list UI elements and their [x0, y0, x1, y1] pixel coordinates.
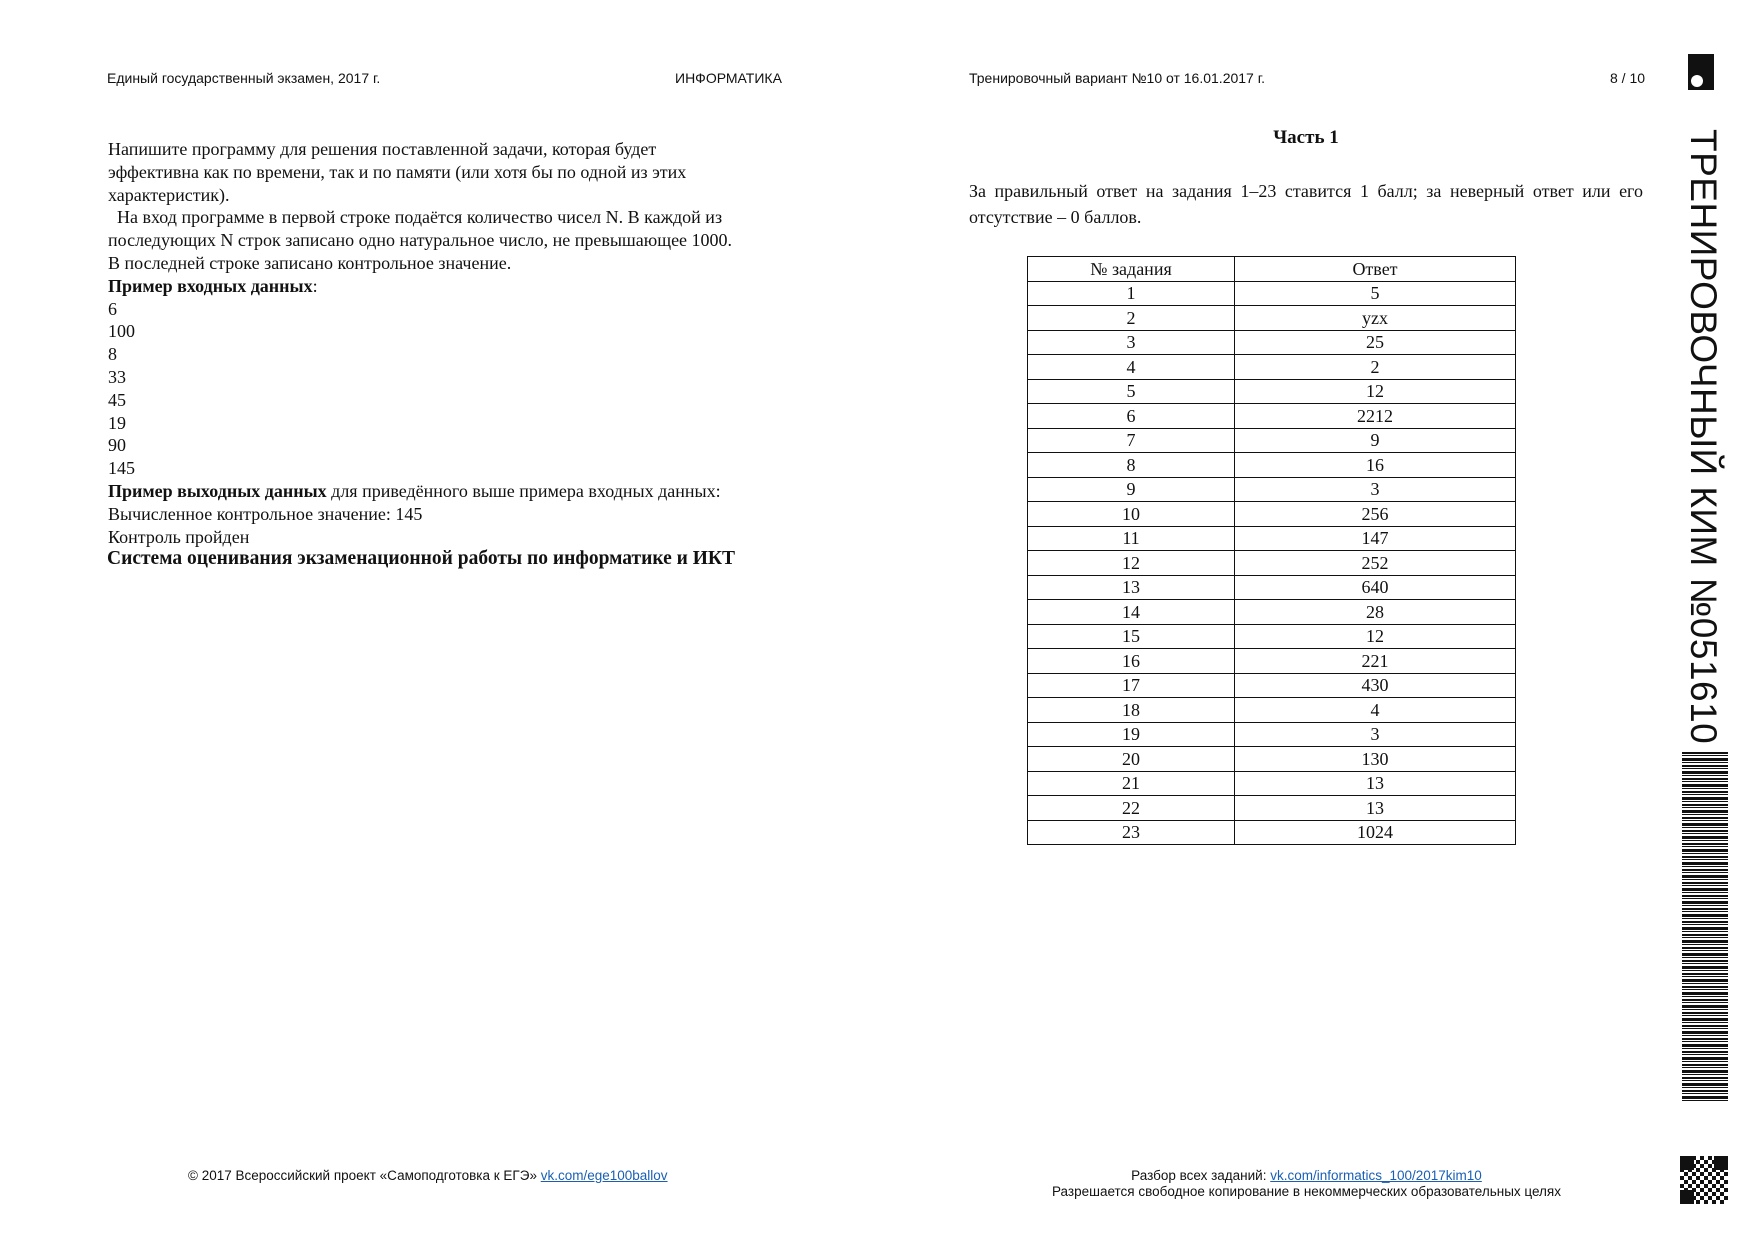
task-number-cell: 20	[1028, 747, 1235, 772]
answer-cell: 12	[1235, 379, 1516, 404]
output-example-heading	[108, 480, 735, 503]
table-row	[1028, 796, 1516, 821]
answer-cell: 3	[1235, 477, 1516, 502]
table-row	[1028, 600, 1516, 625]
input-value: 145	[108, 458, 135, 479]
task-number-cell: 22	[1028, 796, 1235, 821]
task-line: эффективна как по времени, так и по памяти (или хотя бы по одной из этих	[108, 161, 687, 182]
task-number-cell: 3	[1028, 330, 1235, 355]
input-value: 45	[108, 389, 126, 410]
table-row	[1028, 698, 1516, 723]
table-row	[1028, 649, 1516, 674]
answer-cell: 13	[1235, 796, 1516, 821]
task-line: На вход программе в первой строке подаётся количество чисел N. В каждой из	[108, 207, 723, 228]
task-line: последующих N строк записано одно натуральное число, не превышающее 1000.	[108, 230, 733, 251]
task-number-cell: 9	[1028, 477, 1235, 502]
footer-copyright	[188, 1168, 668, 1183]
task-number-cell: 17	[1028, 673, 1235, 698]
answer-cell: 252	[1235, 551, 1516, 576]
task-number-cell: 8	[1028, 453, 1235, 478]
input-value: 6	[108, 298, 117, 319]
table-row	[1028, 747, 1516, 772]
task-number-cell: 7	[1028, 428, 1235, 453]
table-row	[1028, 330, 1516, 355]
table-row	[1028, 722, 1516, 747]
answer-cell: 256	[1235, 502, 1516, 527]
answer-cell: 3	[1235, 722, 1516, 747]
answer-cell: 640	[1235, 575, 1516, 600]
input-value: 19	[108, 412, 126, 433]
column-header-task: № задания	[1028, 257, 1235, 282]
task-number-cell: 18	[1028, 698, 1235, 723]
task-number-cell: 13	[1028, 575, 1235, 600]
table-row	[1028, 575, 1516, 600]
task-number-cell: 23	[1028, 820, 1235, 845]
table-row	[1028, 624, 1516, 649]
answer-cell: 1024	[1235, 820, 1516, 845]
answer-cell: 13	[1235, 771, 1516, 796]
answer-cell: 16	[1235, 453, 1516, 478]
side-label	[1683, 129, 1724, 745]
task-number-cell: 6	[1028, 404, 1235, 429]
table-row	[1028, 477, 1516, 502]
answer-cell: 5	[1235, 281, 1516, 306]
table-row	[1028, 771, 1516, 796]
task-line: В последней строке записано контрольное значение.	[108, 252, 512, 273]
answer-cell: 2212	[1235, 404, 1516, 429]
table-row	[1028, 306, 1516, 331]
header-subject: ИНФОРМАТИКА	[675, 70, 782, 86]
logo-mark-icon	[1688, 54, 1714, 90]
answers-table	[1027, 256, 1516, 845]
table-row	[1028, 379, 1516, 404]
task-number-cell: 14	[1028, 600, 1235, 625]
table-row	[1028, 453, 1516, 478]
answer-cell: 2	[1235, 355, 1516, 380]
input-value: 90	[108, 435, 126, 456]
side-label-text: ТРЕНИРОВОЧНЫЙ КИМ №051610	[1683, 129, 1724, 745]
task-number-cell: 2	[1028, 306, 1235, 331]
table-header-row	[1028, 257, 1516, 282]
scoring-intro: За правильный ответ на задания 1–23 ставится 1 балл; за неверный ответ или его отсутствие – 0 баллов.	[969, 181, 1643, 227]
output-example-label: Пример выходных данных	[108, 480, 327, 501]
output-line: Контроль пройден	[108, 526, 250, 547]
output-example-suffix: для приведённого выше примера входных данных:	[326, 480, 721, 501]
table-row	[1028, 526, 1516, 551]
answer-cell: 9	[1235, 428, 1516, 453]
answer-cell: 28	[1235, 600, 1516, 625]
table-row	[1028, 820, 1516, 845]
task-number-cell: 15	[1028, 624, 1235, 649]
header-variant: Тренировочный вариант №10 от 16.01.2017 г.	[969, 70, 1266, 86]
column-header-answer: Ответ	[1235, 257, 1516, 282]
task-line: Напишите программу для решения поставленной задачи, которая будет	[108, 139, 657, 159]
output-line: Вычисленное контрольное значение: 145	[108, 503, 423, 524]
table-row	[1028, 502, 1516, 527]
task-number-cell: 5	[1028, 379, 1235, 404]
task-number-cell: 19	[1028, 722, 1235, 747]
answer-cell: 25	[1235, 330, 1516, 355]
answer-cell: yzx	[1235, 306, 1516, 331]
part-title: Часть 1	[1273, 127, 1339, 148]
task-number-cell: 10	[1028, 502, 1235, 527]
task-number-cell: 21	[1028, 771, 1235, 796]
input-example-label: Пример входных данных	[108, 275, 313, 296]
answer-cell: 147	[1235, 526, 1516, 551]
answer-cell: 130	[1235, 747, 1516, 772]
qr-code-icon	[1680, 1156, 1728, 1204]
answer-cell: 430	[1235, 673, 1516, 698]
task-number-cell: 1	[1028, 281, 1235, 306]
header-exam-title: Единый государственный экзамен, 2017 г.	[107, 70, 381, 86]
page-number: 8 / 10	[1610, 70, 1646, 86]
task-number-cell: 4	[1028, 355, 1235, 380]
input-value: 33	[108, 366, 126, 387]
task-line: характеристик).	[108, 184, 230, 205]
answer-cell: 221	[1235, 649, 1516, 674]
task-number-cell: 11	[1028, 526, 1235, 551]
analysis-link[interactable]: vk.com/informatics_100/2017kim10	[1270, 1168, 1482, 1183]
task-number-cell: 12	[1028, 551, 1235, 576]
table-row	[1028, 673, 1516, 698]
table-row	[1028, 355, 1516, 380]
table-row	[1028, 281, 1516, 306]
task-number-cell: 16	[1028, 649, 1235, 674]
copyright-text: © 2017 Всероссийский проект «Самоподготовка к ЕГЭ»	[188, 1168, 541, 1183]
colon: :	[312, 275, 318, 296]
input-example-heading	[108, 275, 735, 298]
answer-cell: 12	[1235, 624, 1516, 649]
input-value: 100	[108, 321, 135, 342]
analysis-label: Разбор всех заданий:	[1131, 1168, 1271, 1183]
footer-license: Разрешается свободное копирование в некоммерческих образовательных целях	[1052, 1184, 1561, 1199]
answer-cell: 4	[1235, 698, 1516, 723]
task-text	[108, 138, 735, 571]
footer-analysis	[1029, 1168, 1584, 1183]
barcode-icon	[1682, 752, 1728, 1102]
section-title: Система оценивания экзаменационной работы по информатике и ИКТ	[107, 548, 736, 570]
copyright-link[interactable]: vk.com/ege100ballov	[540, 1168, 668, 1183]
table-row	[1028, 404, 1516, 429]
table-row	[1028, 551, 1516, 576]
input-value: 8	[108, 344, 117, 365]
table-row	[1028, 428, 1516, 453]
